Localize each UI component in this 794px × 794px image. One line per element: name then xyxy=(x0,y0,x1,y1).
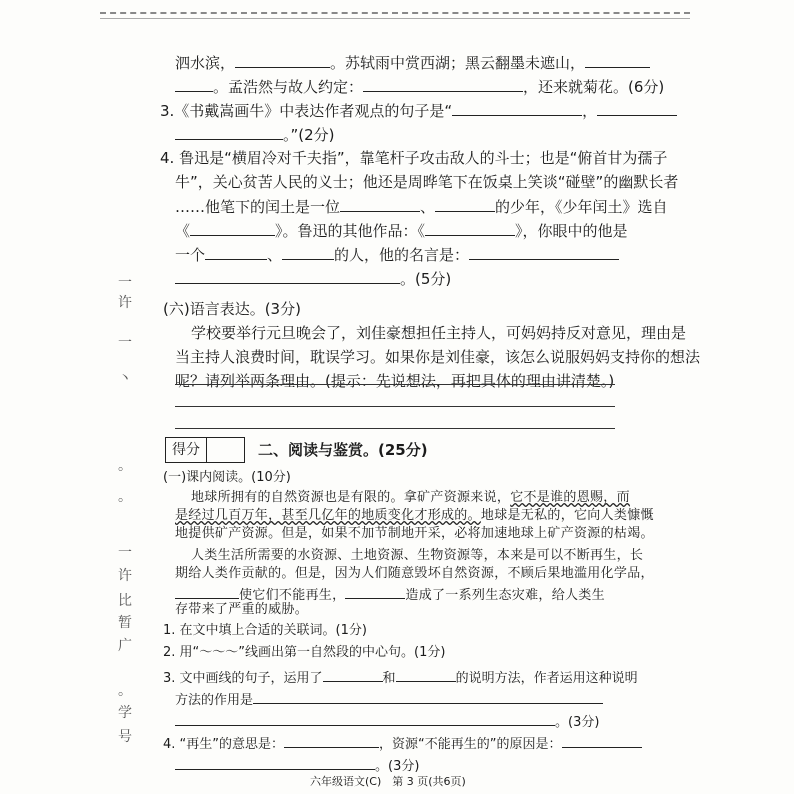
margin-mark: 许 xyxy=(118,568,132,584)
margin-mark: 一 xyxy=(118,275,132,291)
question-text: ， xyxy=(582,102,598,120)
answer-blank[interactable] xyxy=(323,666,383,682)
question-text: 和 xyxy=(382,671,396,686)
writing-line[interactable] xyxy=(175,428,615,429)
margin-mark: 学 xyxy=(118,705,132,721)
question-text: 的少年，《少年闰土》选自 xyxy=(495,198,668,216)
poem-line-2 xyxy=(175,76,664,97)
question-text: 、 xyxy=(420,198,436,216)
poem-text: 泗水滨， xyxy=(175,54,236,72)
question-3-line-1 xyxy=(160,100,677,121)
reading-question-1: 1. 在文中填上合适的关联词。(1分) xyxy=(163,623,367,638)
answer-blank[interactable] xyxy=(175,583,239,599)
margin-mark: 。 xyxy=(118,489,132,505)
answer-blank[interactable] xyxy=(205,244,267,260)
question-4-line-5 xyxy=(175,244,619,265)
passage-text: 造成了一系列生态灾难，给人类生 xyxy=(405,588,605,603)
answer-blank[interactable] xyxy=(253,688,603,704)
answer-blank[interactable] xyxy=(175,754,375,770)
question-text: 》，你眼中的他是 xyxy=(515,222,628,240)
passage-text: 它不是谁的恩赐，而 xyxy=(510,490,630,505)
question-text: 。(5分) xyxy=(400,270,452,288)
passage-text: 地球所拥有的自然资源也是有限的。拿矿产资源来说， xyxy=(191,490,511,505)
question-4-line-1: 4. 鲁迅是“横眉冷对千夫指”，靠笔杆子攻击敌人的斗士；也是“俯首甘为孺子 xyxy=(160,149,668,167)
question-text: 的说明方法，作者运用这种说明 xyxy=(455,671,638,686)
answer-blank[interactable] xyxy=(363,76,523,92)
question-4-line-6 xyxy=(175,268,451,289)
answer-blank[interactable] xyxy=(425,220,515,236)
question-text: 》。鲁迅的其他作品：《 xyxy=(275,222,426,240)
answer-blank[interactable] xyxy=(469,244,619,260)
question-text: ，资源“不能再生的”的原因是： xyxy=(379,737,562,752)
scan-border-top xyxy=(100,0,690,14)
margin-mark: 。 xyxy=(118,683,132,699)
question-text: 3. 文中画线的句子，运用了 xyxy=(163,671,323,686)
poem-text: 。孟浩然与故人约定： xyxy=(213,78,364,96)
question-4-line-3 xyxy=(175,196,668,217)
writing-line[interactable] xyxy=(175,406,615,407)
question-text: 2. 用“ xyxy=(163,645,200,660)
answer-blank[interactable] xyxy=(284,732,379,748)
passage-line xyxy=(175,507,654,525)
reading-question-3-line-2 xyxy=(175,688,603,710)
question-text: 。(3分) xyxy=(375,759,420,774)
answer-blank[interactable] xyxy=(175,124,283,140)
margin-mark: 号 xyxy=(118,729,132,745)
question-text: 、 xyxy=(267,246,283,264)
passage-text: 使它们不能再生， xyxy=(239,588,346,603)
writing-line[interactable] xyxy=(175,384,615,385)
question-text: 3.《书戴嵩画牛》中表达作者观点的句子是“ xyxy=(160,102,453,120)
margin-mark: 一 xyxy=(118,545,132,561)
section-6-para-line: 当主持人浪费时间，耽误学习。如果你是刘佳豪，该怎么说服妈妈支持你的想法 xyxy=(175,348,701,366)
answer-blank[interactable] xyxy=(190,220,275,236)
subsection-heading: (一)课内阅读。(10分) xyxy=(163,470,291,485)
question-text: 《 xyxy=(175,222,191,240)
reading-question-4 xyxy=(163,732,642,754)
passage-line: 期给人类作贡献的。但是，因为人们随意毁坏自然资源，不顾后果地滥用化学品， xyxy=(175,566,654,581)
question-4-line-2: 牛”，关心贫苦人民的义士；他还是周晔笔下在饭桌上笑谈“碰壁”的幽默长者 xyxy=(175,173,679,191)
answer-blank[interactable] xyxy=(235,52,330,68)
passage-line: 地提供矿产资源。但是，如果不加节制地开采，必将加速地球上矿产资源的枯竭。 xyxy=(175,526,654,541)
section-6-para-line: 学校要举行元旦晚会了，刘佳豪想担任主持人，可妈妈持反对意见，理由是 xyxy=(191,324,687,342)
answer-blank[interactable] xyxy=(175,76,213,92)
answer-blank[interactable] xyxy=(597,100,677,116)
margin-mark: 广 xyxy=(118,638,132,654)
passage-text: 是经过几百万年，甚至几亿年的地质变化才形成的。 xyxy=(175,508,481,523)
poem-text: ，还来就菊花。(6分) xyxy=(523,78,665,96)
answer-blank[interactable] xyxy=(396,666,456,682)
reading-question-4-line-2 xyxy=(175,754,419,776)
wavy-line-icon: ～～～ xyxy=(199,645,239,660)
question-text: 。(3分) xyxy=(555,715,600,730)
answer-blank[interactable] xyxy=(175,268,400,284)
question-text: 方法的作用是 xyxy=(175,693,254,708)
section-6-para-line: 呢？请列举两条理由。(提示：先说想法，再把具体的理由讲清楚。) xyxy=(175,372,615,390)
question-text: ”线画出第一自然段的中心句。(1分) xyxy=(238,645,446,660)
reading-question-3 xyxy=(163,666,638,688)
answer-blank[interactable] xyxy=(175,710,555,726)
scan-border-line xyxy=(100,18,690,19)
poem-text: 。苏轼雨中赏西湖；黑云翻墨未遮山， xyxy=(330,54,586,72)
passage-line xyxy=(191,489,630,507)
margin-mark: 丶 xyxy=(118,371,132,387)
margin-mark: 暂 xyxy=(118,615,132,631)
question-4-line-4 xyxy=(175,220,628,241)
answer-blank[interactable] xyxy=(562,732,642,748)
margin-mark: 一 xyxy=(118,335,132,351)
margin-mark: 。 xyxy=(118,458,132,474)
answer-blank[interactable] xyxy=(345,583,405,599)
passage-text: 地球是无私的，它向人类慷慨 xyxy=(480,508,654,523)
question-text: ……他笔下的闰土是一位 xyxy=(175,198,341,216)
reading-question-2 xyxy=(163,644,445,662)
question-text: 一个 xyxy=(175,246,206,264)
part-2-heading: 二、阅读与鉴赏。(25分) xyxy=(258,441,428,459)
poem-line-1 xyxy=(175,52,650,73)
question-3-line-2 xyxy=(175,124,335,145)
answer-blank[interactable] xyxy=(340,196,420,212)
question-text: 。”(2分) xyxy=(283,126,335,144)
question-text: 的人，他的名言是： xyxy=(334,246,470,264)
margin-mark: 比 xyxy=(118,593,132,609)
question-text: 4. “再生”的意思是： xyxy=(163,737,285,752)
margin-mark: 许 xyxy=(118,295,132,311)
passage-line: 存带来了严重的威胁。 xyxy=(175,602,309,617)
reading-question-3-line-3 xyxy=(175,710,599,732)
passage-line: 人类生活所需要的水资源、土地资源、生物资源等，本来是可以不断再生，长 xyxy=(191,548,644,563)
page-footer: 六年级语文(C) 第 3 页(共6页) xyxy=(310,775,466,788)
section-6-heading: (六)语言表达。(3分) xyxy=(163,300,301,318)
answer-blank[interactable] xyxy=(585,52,650,68)
answer-blank[interactable] xyxy=(435,196,495,212)
answer-blank[interactable] xyxy=(452,100,582,116)
score-box xyxy=(165,437,245,463)
score-label: 得分 xyxy=(166,438,207,462)
answer-blank[interactable] xyxy=(282,244,334,260)
